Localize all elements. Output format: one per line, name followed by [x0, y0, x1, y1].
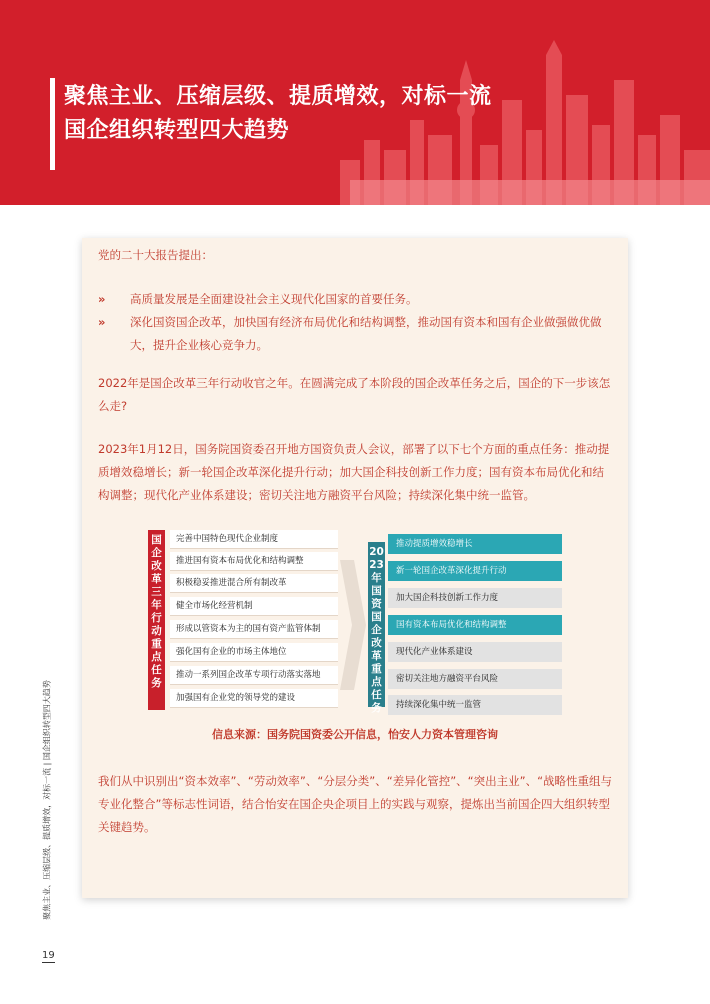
- chevron-right-icon: [340, 560, 366, 690]
- side-caption-text: 聚焦主业、压缩层级、提质增效，对标一流 | 国企组织转型四大趋势: [42, 680, 52, 920]
- page-title: [64, 80, 624, 148]
- left-task-item: 推动一系列国企改革专项行动落实落地: [170, 666, 338, 685]
- left-task-item: 积极稳妥推进混合所有制改革: [170, 574, 338, 593]
- right-task-item: 持续深化集中统一监管: [388, 695, 562, 715]
- intro-text: 党的二十大报告提出：: [98, 248, 213, 262]
- page-number: 19: [42, 950, 55, 961]
- bullet-marker-icon: »: [98, 292, 106, 306]
- bullet-text: 高质量发展是全面建设社会主义现代化国家的首要任务。: [130, 292, 418, 306]
- right-task-item: 现代化产业体系建设: [388, 642, 562, 662]
- title-line-1: 聚焦主业、压缩层级、提质增效，对标一流: [64, 84, 492, 109]
- left-task-item: 完善中国特色现代企业制度: [170, 530, 338, 549]
- right-task-item: 推动提质增效稳增长: [388, 534, 562, 554]
- right-task-item: 新一轮国企改革深化提升行动: [388, 561, 562, 581]
- left-task-item: 推进国有资本布局优化和结构调整: [170, 552, 338, 571]
- reform-tasks-diagram: [148, 530, 564, 716]
- bullet-item: [98, 311, 613, 357]
- header-banner: [0, 0, 710, 205]
- bullet-text: 深化国资国企改革，加快国有经济布局优化和结构调整，推动国有资本和国有企业做强做优做大，提升企业核心竞争力。: [130, 315, 602, 352]
- content-card: [82, 238, 628, 898]
- right-task-item: 密切关注地方融资平台风险: [388, 669, 562, 689]
- paragraph-2022: 2022年是国企改革三年行动收官之年。在圆满完成了本阶段的国企改革任务之后，国企的下一步该怎么走?: [98, 376, 611, 413]
- left-task-item: 形成以管资本为主的国有资产监管体制: [170, 620, 338, 639]
- left-task-item: 加强国有企业党的领导党的建设: [170, 689, 338, 708]
- title-line-2: 国企组织转型四大趋势: [64, 118, 290, 143]
- side-running-caption: [40, 660, 54, 940]
- right-task-item: 加大国企科技创新工作力度: [388, 588, 562, 608]
- left-vertical-label: 国企改革三年行动重点任务: [148, 530, 165, 710]
- bullet-item: [98, 288, 613, 311]
- left-task-item: 强化国有企业的市场主体地位: [170, 643, 338, 662]
- right-vertical-label: 2023年国资国企改革重点任务: [368, 542, 385, 707]
- source-note: 信息来源：国务院国资委公开信息，怡安人力资本管理咨询: [212, 728, 498, 741]
- right-task-item: 国有资本布局优化和结构调整: [388, 615, 562, 635]
- paragraph-2023-tasks: 2023年1月12日，国务院国资委召开地方国资负责人会议，部署了以下七个方面的重点任务：推动提质增效稳增长；新一轮国企改革深化提升行动；加大国企科技创新工作力度；国有资本布局优化和结构调整；现代化产业体系建设；密切关注地方融资平台风险；持续深化集中统一监管。: [98, 442, 610, 502]
- bullet-marker-icon: »: [98, 315, 106, 329]
- bullet-list: [98, 288, 613, 357]
- paragraph-trends: 我们从中识别出“资本效率”、“劳动效率”、“分层分类”、“差异化管控”、“突出主业”、“战略性重组与专业化整合”等标志性词语，结合怡安在国企央企项目上的实践与观察，提炼出当前国企四大组织转型关键趋势。: [98, 774, 613, 834]
- left-task-item: 健全市场化经营机制: [170, 597, 338, 616]
- title-accent-bar: [50, 78, 55, 170]
